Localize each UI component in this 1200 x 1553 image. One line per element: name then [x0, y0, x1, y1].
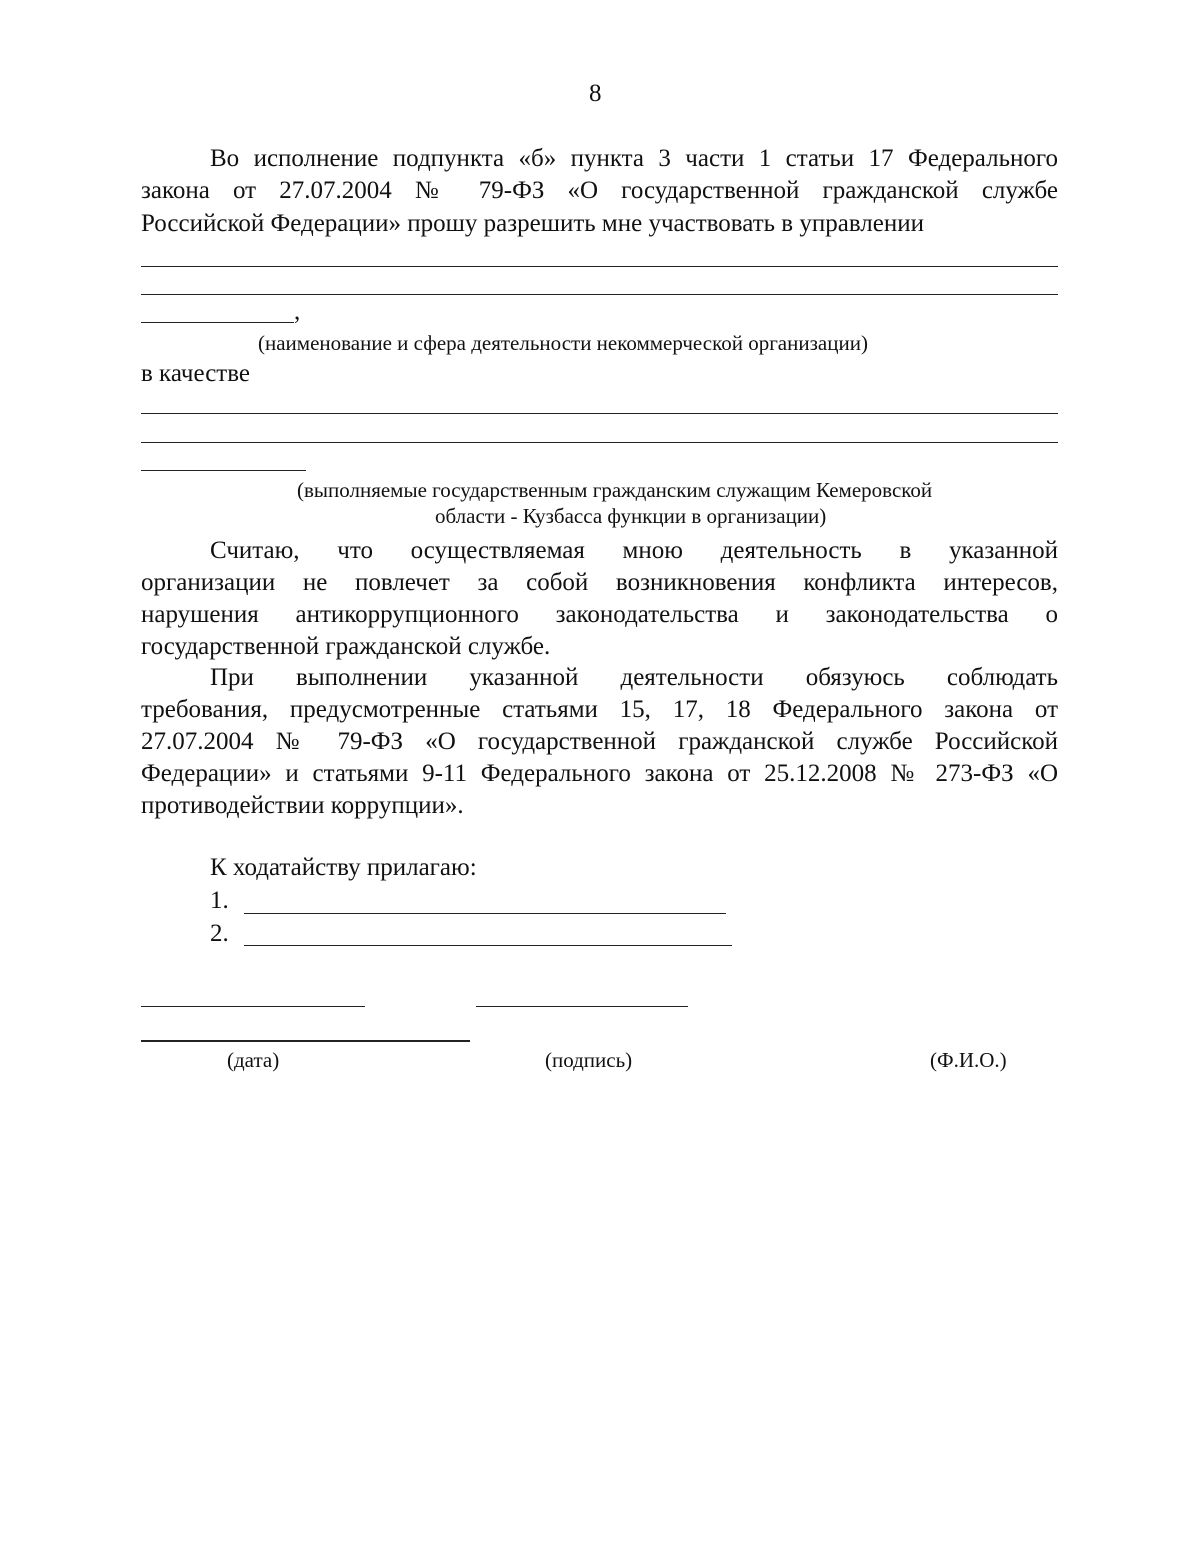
para2-line1: Считаю, что осуществляемая мною деятельность в указанной — [210, 537, 1058, 564]
attach-item-2-line[interactable] — [244, 945, 732, 946]
caption-org: (наименование и сфера деятельности некоммерческой организации) — [258, 331, 868, 355]
para1-line2: закона от 27.07.2004 № 79-ФЗ «О государственной гражданской службе — [141, 177, 1058, 204]
fio-label: (Ф.И.О.) — [930, 1048, 1007, 1072]
attach-item-2-number: 2. — [210, 920, 229, 947]
date-line[interactable] — [141, 1006, 365, 1007]
caption-func-line2: области - Кузбасса функции в организации) — [435, 504, 827, 528]
org-blank-line-1[interactable] — [141, 266, 1058, 267]
para2-line2: организации не повлечет за собой возникновения конфликта интересов, — [141, 569, 1058, 596]
func-blank-line-3[interactable] — [141, 470, 306, 471]
para3-line5: противодействии коррупции». — [141, 792, 464, 819]
signature-line[interactable] — [476, 1006, 688, 1007]
comma: , — [294, 298, 301, 325]
para1-line3: Российской Федерации» прошу разрешить мне участвовать в управлении — [141, 210, 925, 237]
attach-item-1-line[interactable] — [244, 913, 726, 914]
attach-heading: К ходатайству прилагаю: — [210, 854, 477, 881]
date-label: (дата) — [227, 1048, 280, 1072]
func-blank-line-2[interactable] — [141, 442, 1058, 443]
para3-line1: При выполнении указанной деятельности обязуюсь соблюдать — [210, 664, 1058, 691]
page-number: 8 — [589, 80, 602, 107]
para3-line4: Федерации» и статьями 9-11 Федерального закона от 25.12.2008 № 273-ФЗ «О — [141, 760, 1058, 787]
attach-item-1-number: 1. — [210, 887, 229, 914]
org-blank-line-2[interactable] — [141, 294, 1058, 295]
as-label: в качестве — [141, 360, 250, 387]
para3-line3: 27.07.2004 № 79-ФЗ «О государственной гражданской службе Российской — [141, 728, 1058, 755]
para1-line1: Во исполнение подпункта «б» пункта 3 части 1 статьи 17 Федерального — [210, 145, 1058, 172]
para2-line4: государственной гражданской службе. — [141, 633, 551, 660]
org-blank-line-3[interactable] — [141, 322, 294, 323]
fio-line[interactable] — [141, 1040, 470, 1042]
para2-line3: нарушения антикоррупционного законодательства и законодательства о — [141, 601, 1058, 628]
func-blank-line-1[interactable] — [141, 413, 1058, 414]
signature-label: (подпись) — [545, 1048, 633, 1072]
para3-line2: требования, предусмотренные статьями 15, 17, 18 Федерального закона от — [141, 696, 1058, 723]
caption-func-line1: (выполняемые государственным гражданским служащим Кемеровской — [297, 478, 933, 502]
